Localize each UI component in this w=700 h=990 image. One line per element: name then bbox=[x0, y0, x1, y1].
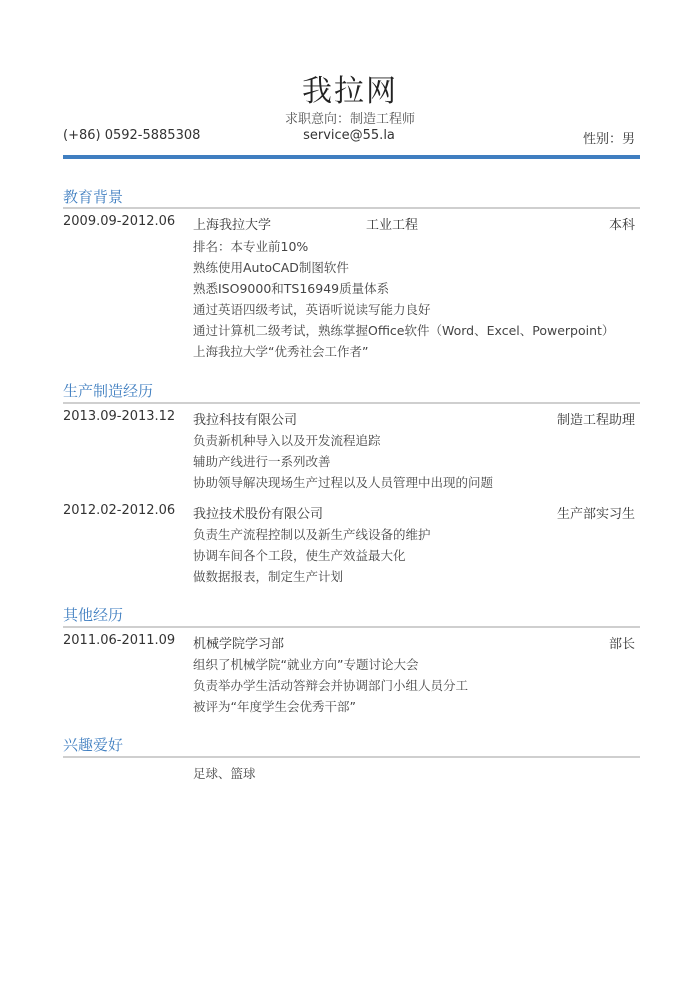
detail-line: 组织了机械学院“就业方向”专题讨论大会 bbox=[193, 657, 419, 672]
detail-line: 通过英语四级考试，英语听说读写能力良好 bbox=[193, 302, 431, 317]
organization-name: 机械学院学习部 bbox=[193, 637, 285, 652]
section-divider bbox=[63, 756, 640, 758]
education-entry bbox=[63, 214, 635, 232]
section-divider bbox=[63, 207, 640, 209]
job-intent: 求职意向：制造工程师 bbox=[284, 112, 415, 127]
gender: 性别：男 bbox=[582, 132, 635, 147]
detail-line: 被评为“年度学生会优秀干部” bbox=[193, 699, 356, 714]
candidate-name: 我拉网 bbox=[302, 74, 398, 109]
entry-date: 2013.09-2013.12 bbox=[63, 409, 176, 424]
detail-line: 负责新机种导入以及开发流程追踪 bbox=[193, 433, 381, 448]
job-role: 制造工程助理 bbox=[556, 413, 635, 428]
detail-line: 协调车间各个工段，使生产效益最大化 bbox=[193, 548, 406, 563]
detail-line: 负责举办学生活动答辩会并协调部门小组人员分工 bbox=[193, 678, 469, 693]
phone-number: (+86) 0592-5885308 bbox=[63, 128, 201, 143]
entry-date: 2011.06-2011.09 bbox=[63, 633, 176, 648]
section-title-hobbies: 兴趣爱好 bbox=[63, 736, 124, 754]
detail-line: 排名：本专业前10% bbox=[193, 239, 309, 254]
section-title-education: 教育背景 bbox=[63, 188, 124, 206]
hobbies-text: 足球、篮球 bbox=[193, 766, 256, 781]
company-name: 我拉科技有限公司 bbox=[193, 413, 298, 428]
header-divider bbox=[63, 155, 640, 159]
detail-line: 协助领导解决现场生产过程以及人员管理中出现的问题 bbox=[193, 475, 494, 490]
entry-date: 2009.09-2012.06 bbox=[63, 214, 176, 229]
detail-line: 负责生产流程控制以及新生产线设备的维护 bbox=[193, 527, 431, 542]
degree: 本科 bbox=[608, 218, 635, 233]
detail-line: 熟悉ISO9000和TS16949质量体系 bbox=[193, 281, 390, 296]
job-role: 生产部实习生 bbox=[556, 507, 635, 522]
detail-line: 通过计算机二级考试，熟练掌握Office软件（Word、Excel、Powerpoint） bbox=[193, 323, 615, 338]
other-entry bbox=[63, 633, 635, 651]
section-title-work: 生产制造经历 bbox=[63, 382, 154, 400]
detail-line: 上海我拉大学“优秀社会工作者” bbox=[193, 344, 369, 359]
email-address: service@55.la bbox=[303, 128, 395, 143]
detail-line: 做数据报表，制定生产计划 bbox=[193, 569, 344, 584]
detail-line: 辅助产线进行一系列改善 bbox=[193, 454, 331, 469]
detail-line: 熟练使用AutoCAD制图软件 bbox=[193, 260, 349, 275]
section-title-other: 其他经历 bbox=[63, 606, 124, 624]
section-divider bbox=[63, 402, 640, 404]
school-name: 上海我拉大学 bbox=[193, 218, 272, 233]
major: 工业工程 bbox=[366, 218, 419, 233]
work-entry bbox=[63, 503, 635, 521]
contact-row bbox=[63, 128, 635, 146]
work-entry bbox=[63, 409, 635, 427]
company-name: 我拉技术股份有限公司 bbox=[193, 507, 324, 522]
entry-date: 2012.02-2012.06 bbox=[63, 503, 176, 518]
section-divider bbox=[63, 626, 640, 628]
position: 部长 bbox=[608, 637, 635, 652]
